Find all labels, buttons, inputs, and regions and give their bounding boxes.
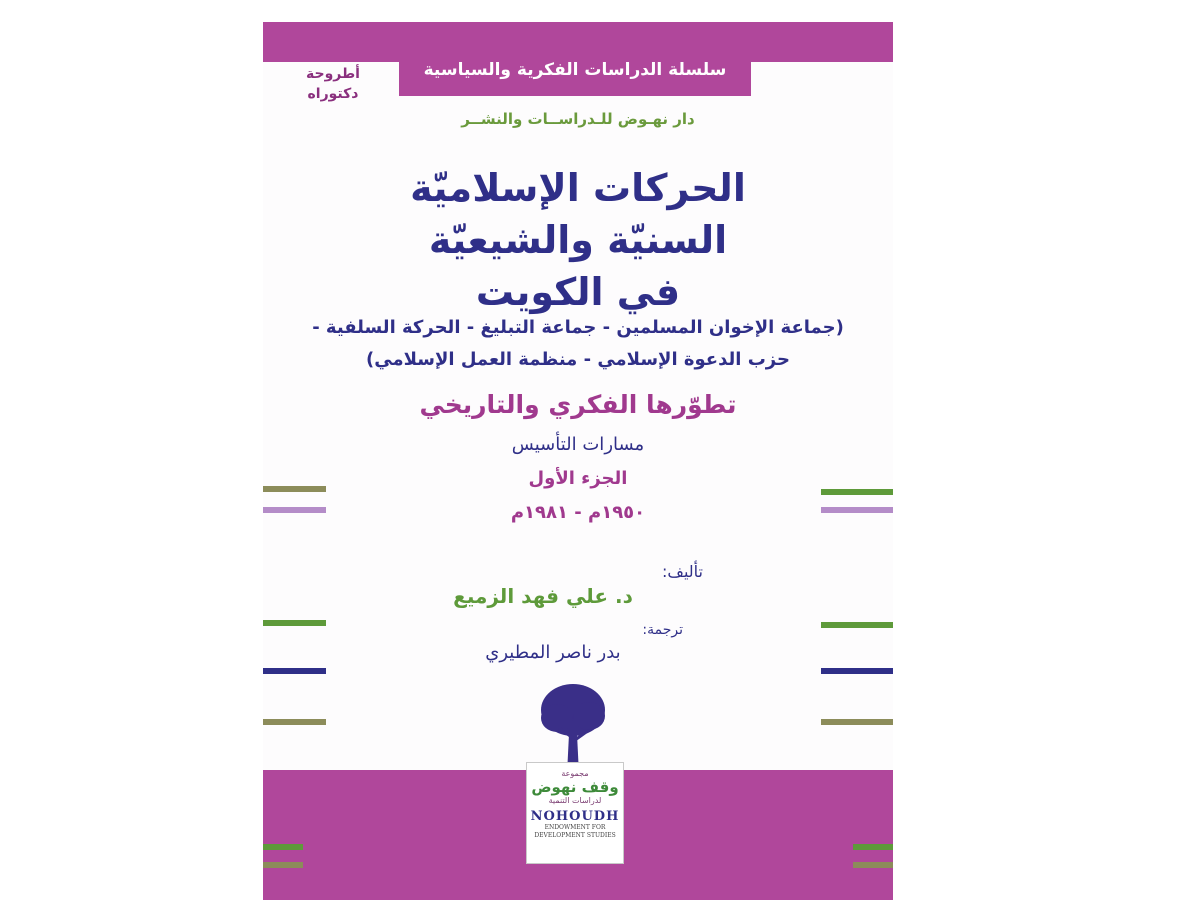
book-cover	[263, 22, 893, 900]
title-line1: الحركات الإسلاميّة	[410, 166, 746, 210]
year-range: ١٩٥٠م - ١٩٨١م	[510, 502, 646, 523]
decor-stripe	[853, 862, 893, 868]
decor-stripe	[821, 719, 893, 725]
authorship-label: تأليف:	[662, 562, 703, 581]
translator-name: بدر ناصر المطيري	[485, 642, 621, 663]
decor-stripe	[821, 507, 893, 513]
thesis-label	[293, 64, 373, 104]
logo-tagline-line2: DEVELOPMENT STUDIES	[534, 832, 616, 839]
thesis-label-line2: دكتوراه	[307, 86, 359, 102]
paths-heading: مسارات التأسيس	[511, 434, 645, 455]
thesis-label-line1: أطروحة	[306, 66, 360, 82]
author-name: د. علي فهد الزميع	[453, 584, 633, 608]
decor-stripe	[263, 486, 326, 492]
book-title	[303, 162, 853, 318]
subtitle-line1: (جماعة الإخوان المسلمين - جماعة التبليغ - الحركة السلفية -	[312, 317, 844, 338]
translation-label: ترجمة:	[642, 622, 683, 638]
publisher-name: دار نهـوض للـدراســات والنشــر	[461, 110, 695, 128]
evolution-heading: تطوّرها الفكري والتاريخي	[419, 390, 737, 419]
decor-stripe	[263, 507, 326, 513]
logo-line2: وقف نهوض	[531, 778, 619, 796]
decor-stripe	[853, 844, 893, 850]
decor-stripe	[263, 719, 326, 725]
decor-stripe	[821, 668, 893, 674]
decor-stripe	[263, 862, 303, 868]
decor-stripe	[821, 622, 893, 628]
volume-label: الجزء الأول	[528, 468, 628, 489]
decor-stripe	[263, 844, 303, 850]
title-line2: السنيّة والشيعيّة	[428, 218, 728, 262]
logo-tagline-line1: ENDOWMENT FOR	[544, 824, 606, 831]
decor-stripe	[821, 489, 893, 495]
logo-line3: لدراسات التنمية	[548, 796, 602, 805]
logo-line1: مجموعة	[561, 769, 589, 778]
publisher-logo	[526, 762, 624, 864]
book-subtitle	[283, 312, 873, 376]
title-line3: في الكويت	[475, 270, 681, 314]
decor-stripe	[263, 668, 326, 674]
logo-name-en: NOHOUDH	[530, 809, 620, 824]
series-title: سلسلة الدراسات الفكرية والسياسية	[399, 44, 751, 96]
subtitle-line2: حزب الدعوة الإسلامي - منظمة العمل الإسلامي)	[366, 349, 790, 370]
decor-stripe	[263, 620, 326, 626]
